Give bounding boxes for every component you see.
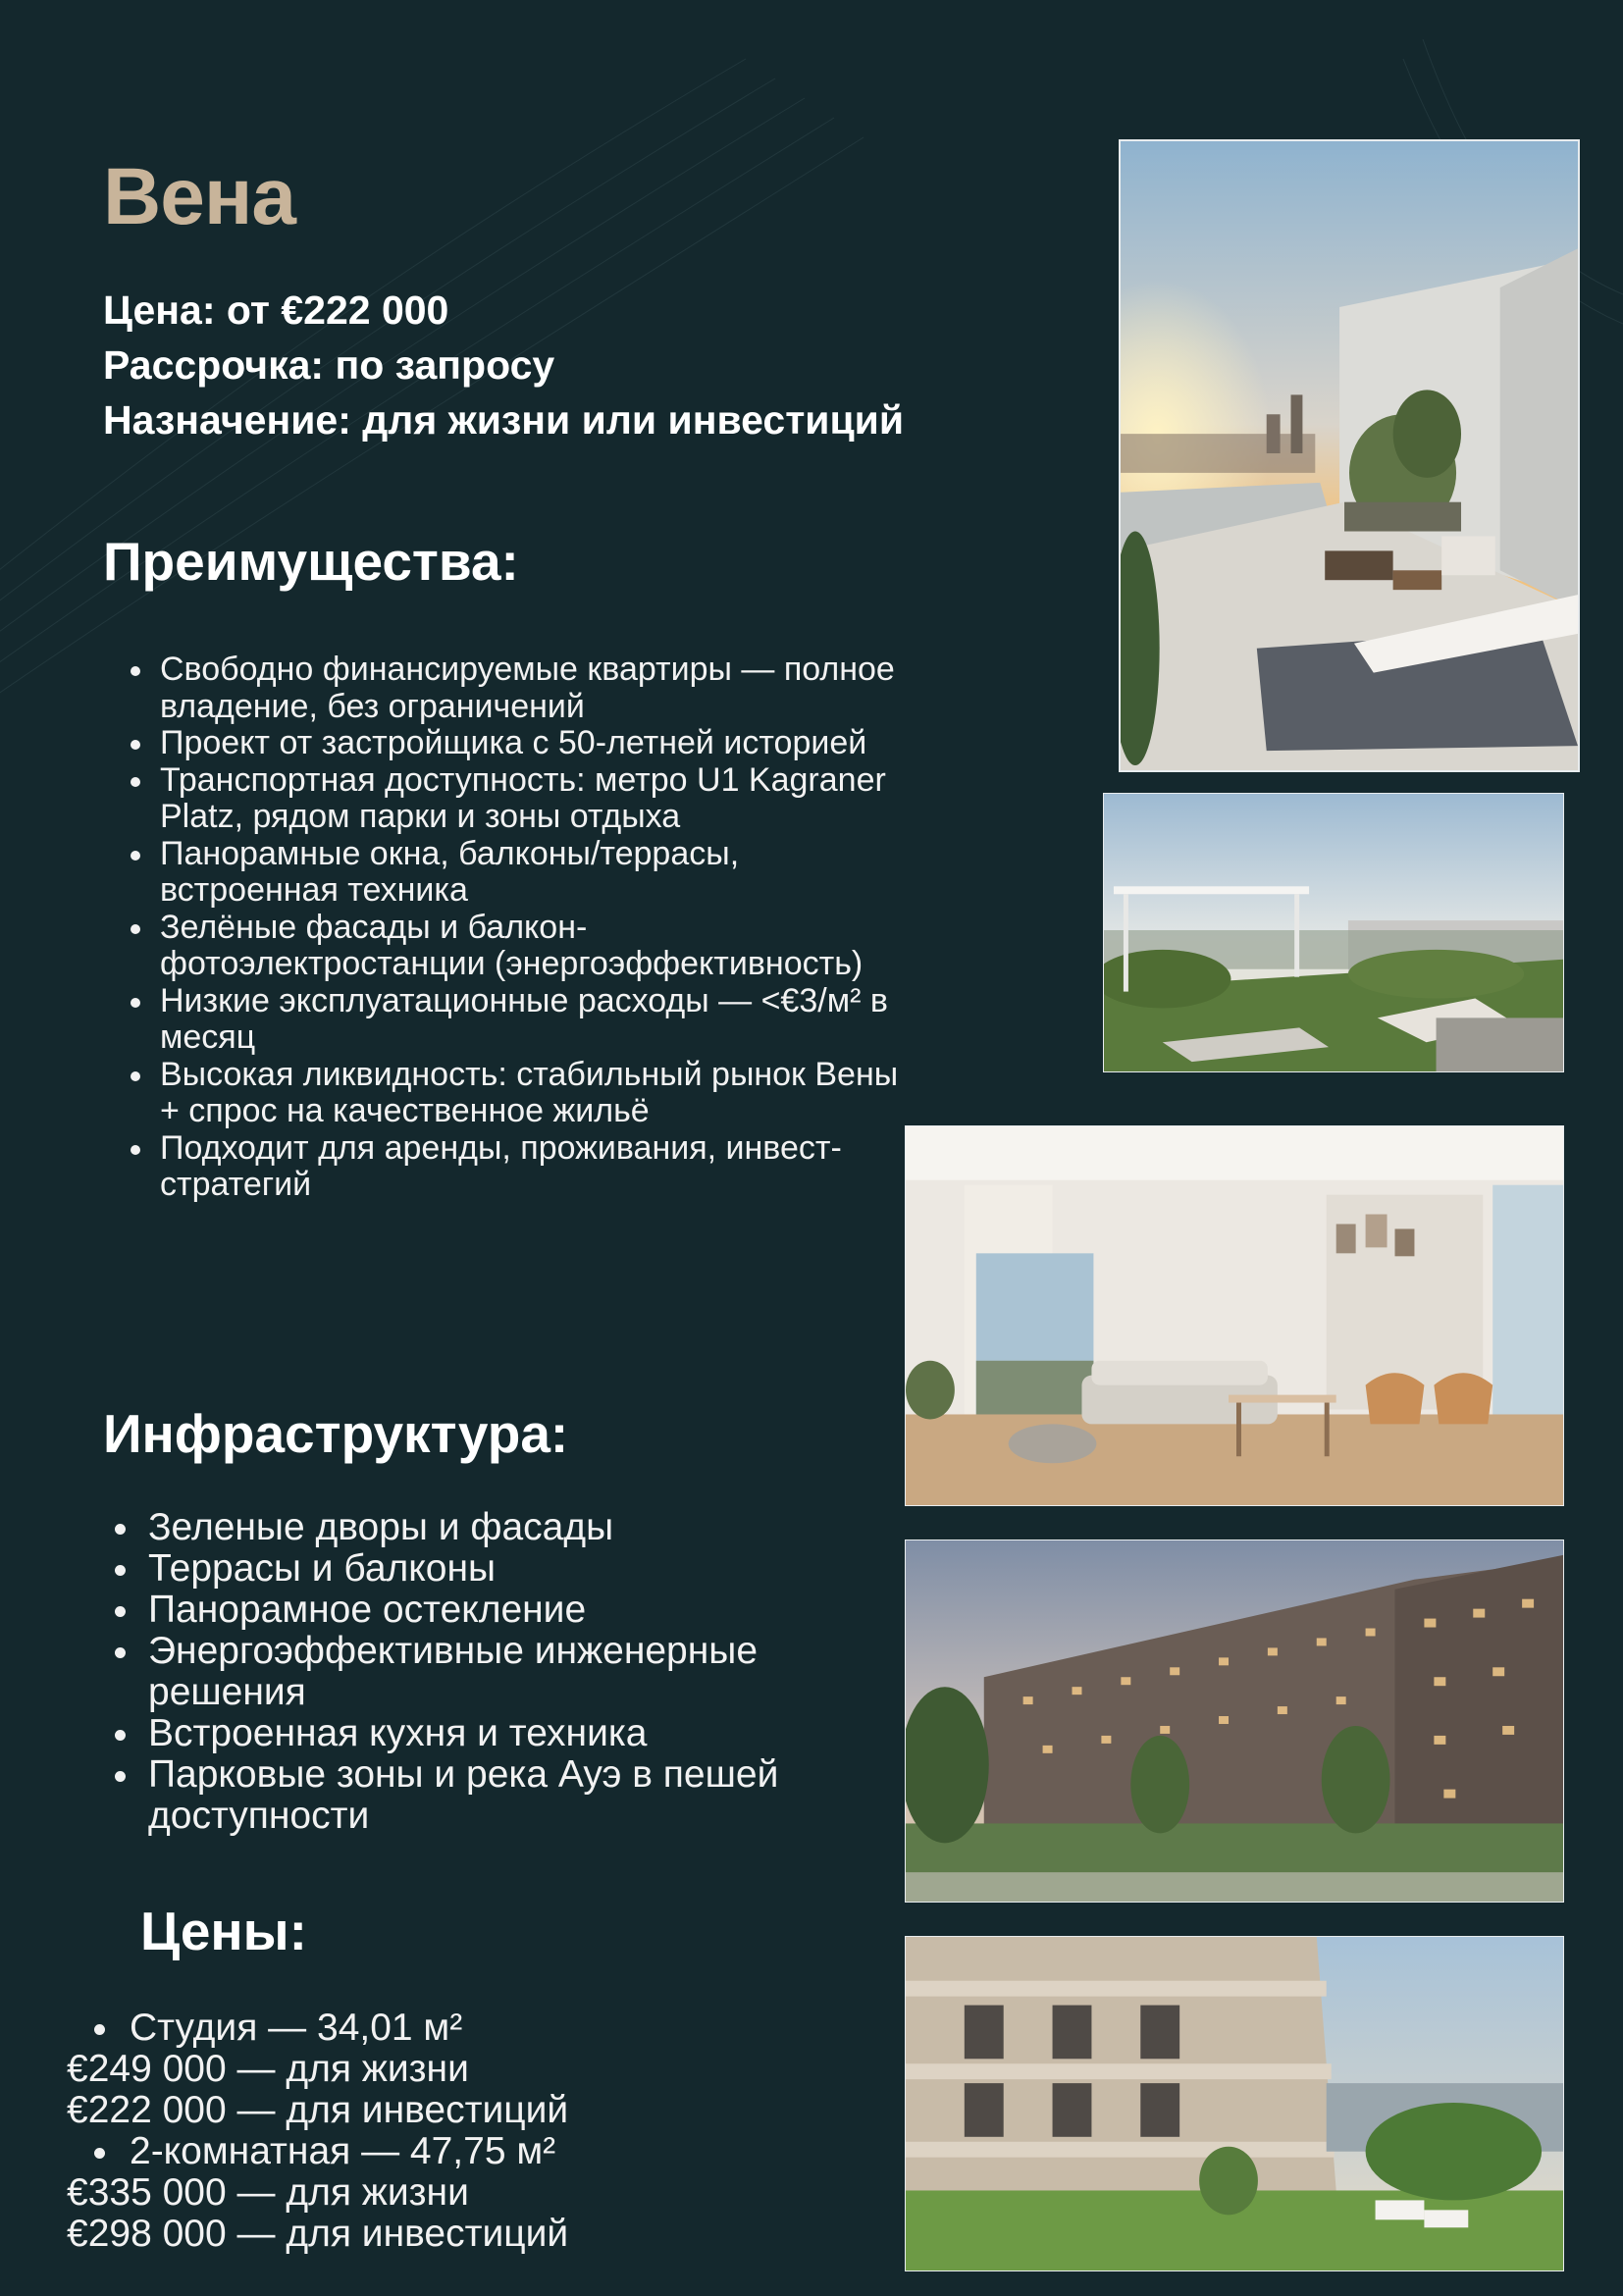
building-exterior-photo xyxy=(905,1539,1564,1903)
city-title: Вена xyxy=(103,152,295,241)
list-item: Низкие эксплуатационные расходы — <€3/м² в месяц xyxy=(160,983,906,1057)
infrastructure-heading: Инфраструктура: xyxy=(103,1403,569,1464)
price-investment: €298 000 — для инвестиций xyxy=(67,2213,569,2255)
infrastructure-list xyxy=(148,1507,894,1837)
price-living: €335 000 — для жизни xyxy=(67,2171,469,2214)
unit-two-room: 2-комнатная — 47,75 м² xyxy=(67,2131,568,2172)
list-item: Панорамное остекление xyxy=(148,1590,894,1631)
list-item: Зелёные фасады и балкон-фотоэлектростанции (энергоэффективность) xyxy=(160,910,906,983)
list-item: Парковые зоны и река Ауэ в пешей доступности xyxy=(148,1754,894,1837)
unit-studio: Студия — 34,01 м² xyxy=(67,2008,568,2049)
price-investment: €222 000 — для инвестиций xyxy=(67,2089,569,2131)
garden-courtyard-photo xyxy=(905,1936,1564,2271)
list-item: Зеленые дворы и фасады xyxy=(148,1507,894,1548)
key-facts xyxy=(103,283,904,447)
list-item: Террасы и балконы xyxy=(148,1548,894,1590)
list-item: Панорамные окна, балконы/террасы, встроенная техника xyxy=(160,836,906,910)
price-living: €249 000 — для жизни xyxy=(67,2048,469,2090)
list-item: Высокая ликвидность: стабильный рынок Вены + спрос на качественное жильё xyxy=(160,1057,906,1130)
living-room-photo xyxy=(905,1125,1564,1506)
green-roof-photo xyxy=(1103,793,1564,1072)
list-item: Проект от застройщика с 50-летней историей xyxy=(160,725,906,762)
advantages-heading: Преимущества: xyxy=(103,531,519,592)
prices-list xyxy=(67,2008,568,2255)
installment-fact: Рассрочка: по запросу xyxy=(103,342,555,388)
price-fact: Цена: от €222 000 xyxy=(103,287,449,333)
advantages-list xyxy=(160,652,906,1204)
prices-heading: Цены: xyxy=(140,1901,307,1961)
list-item: Энергоэффективные инженерные решения xyxy=(148,1631,894,1713)
list-item: Подходит для аренды, проживания, инвест-стратегий xyxy=(160,1130,906,1204)
list-item: Транспортная доступность: метро U1 Kagraner Platz, рядом парки и зоны отдыха xyxy=(160,762,906,836)
terrace-photo xyxy=(1119,139,1580,772)
list-item: Встроенная кухня и техника xyxy=(148,1713,894,1754)
list-item: Свободно финансируемые квартиры — полное владение, без ограничений xyxy=(160,652,906,725)
purpose-fact: Назначение: для жизни или инвестиций xyxy=(103,397,905,443)
